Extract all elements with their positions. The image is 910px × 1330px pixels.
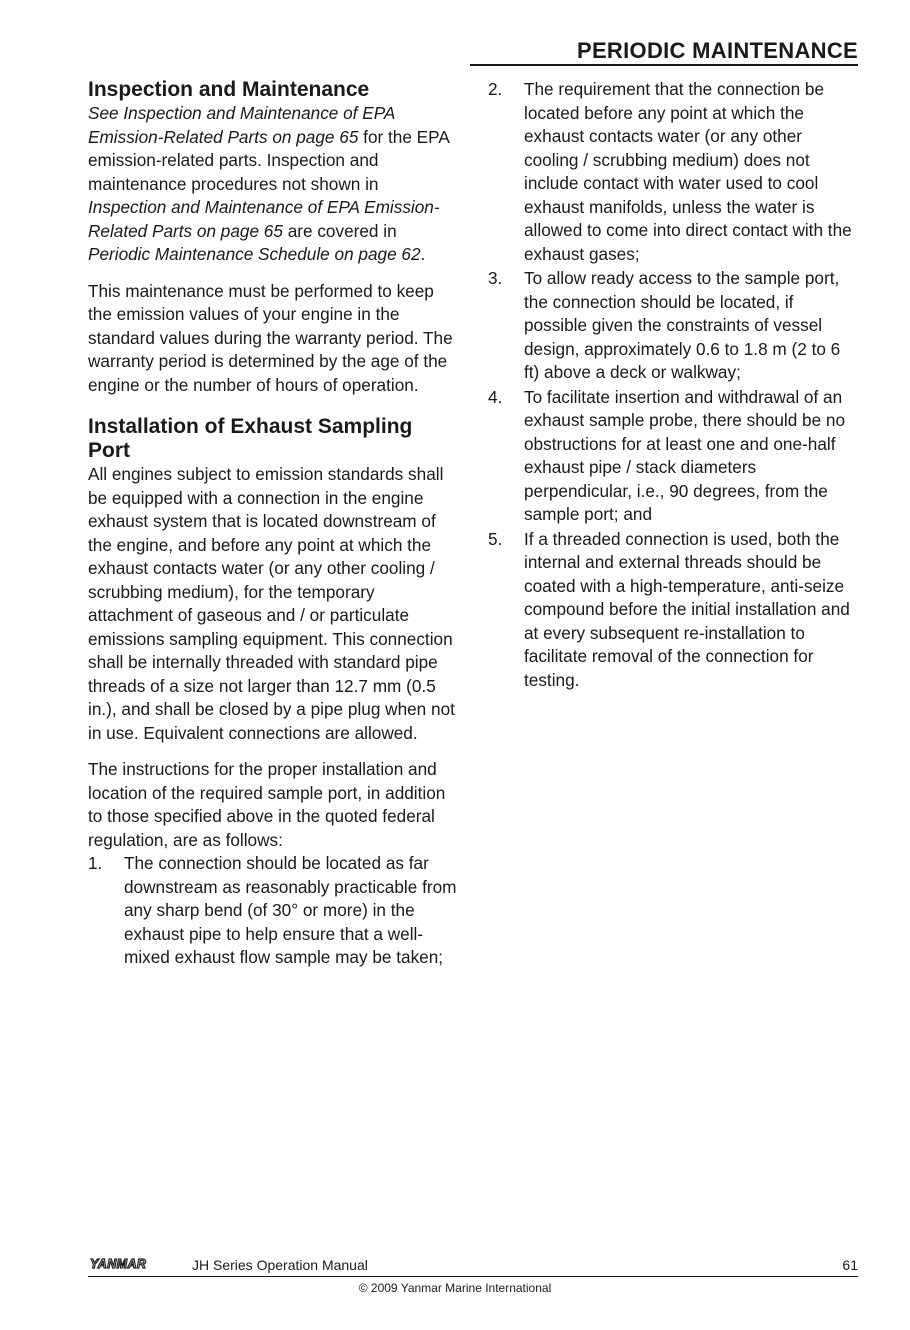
instruction-list (88, 852, 460, 970)
instructions-intro-paragraph: The instructions for the proper installation and location of the required sample port, in addition to those specified above in the quoted federal regulation, are as follows: (88, 759, 446, 850)
right-column (488, 78, 860, 693)
list-text: The connection should be located as far downstream as reasonably practicable from any sharp bend (of 30° or more) in the exhaust pipe to help ensure that a well-mixed exhaust flow sample may be taken; (124, 853, 457, 967)
list-text: To facilitate insertion and withdrawal of an exhaust sample probe, there should be no obstructions for at least one and one-half exhaust pipe / stack diameters perpendicular, i.e., 90 degrees, from the sample port; and (524, 386, 846, 524)
paragraph-text: . (420, 244, 426, 264)
list-text: To allow ready access to the sample port, the connection should be located, if possible given the constraints of vessel design, approximately 0.6 to 1.8 m (2 to 6 ft) above a deck or walkway; (524, 268, 841, 382)
section-title: PERIODIC MAINTENANCE (576, 38, 858, 63)
header-rule (470, 64, 858, 66)
heading-inspection-maintenance: Inspection and Maintenance (88, 78, 370, 101)
footer-rule (88, 1276, 858, 1277)
heading-exhaust-sampling-port: Installation of Exhaust Sampling Port (88, 415, 413, 462)
instruction-list-continued (488, 78, 860, 692)
list-text: If a threaded connection is used, both the internal and external threads should be coated with a high-temperature, anti-seize compound before the initial installation and at every subsequent re-installation to facilitate removal of the connection for testing. (524, 528, 850, 690)
copyright-notice: © 2009 Yanmar Marine International (358, 1281, 552, 1295)
list-number: 5. (488, 528, 503, 549)
sampling-port-paragraph: All engines subject to emission standards shall be equipped with a connection in the engine exhaust system that is located downstream of the engine, and before any point at which the exhaust contacts water (or any other cooling / scrubbing medium), for the temporary attachment of gaseous and / or particulate emissions sampling equipment. This connection shall be internally threaded with standard pipe threads of a size not larger than 12.7 mm (0.5 in.), and shall be closed by a pipe plug when not in use. Equivalent connections are allowed. (88, 464, 455, 743)
list-number: 3. (488, 268, 503, 288)
manual-title: JH Series Operation Manual (192, 1257, 368, 1273)
cross-reference-link[interactable]: Periodic Maintenance Schedule on page 62 (88, 244, 421, 264)
cross-reference-link[interactable]: See Inspection and Maintenance of EPA Emission-Related Parts on page 65 (88, 103, 395, 147)
list-text: The requirement that the connection be located before any point at which the exhaust contacts water (or any other cooling / scrubbing medium) does not include contact with water used to cool exhaust manifolds, unless the water is allowed to come into direct contact with the exhaust gases; (524, 79, 852, 264)
paragraph-text: are covered in (282, 220, 397, 241)
list-item (88, 852, 460, 970)
list-number: 2. (488, 79, 503, 99)
list-number: 1. (88, 853, 103, 873)
inspection-intro-paragraph (88, 102, 460, 267)
cross-reference-link[interactable]: Inspection and Maintenance of EPA Emission-Related Parts on page 65 (88, 197, 440, 241)
list-number: 4. (488, 386, 503, 407)
list-item (488, 386, 860, 527)
brand-logo: YANMAR (90, 1257, 147, 1271)
list-item (488, 528, 860, 693)
page-number: 61 (842, 1257, 858, 1273)
list-item (488, 78, 860, 266)
warranty-paragraph: This maintenance must be performed to keep the emission values of your engine in the standard values during the warranty period. The warranty period is determined by the age of the engine or the number of hours of operation. (88, 280, 453, 395)
left-column (88, 78, 460, 970)
list-item (488, 267, 860, 385)
paragraph-text: for the EPA emission-related parts. Inspection and maintenance procedures not shown in (88, 126, 449, 194)
